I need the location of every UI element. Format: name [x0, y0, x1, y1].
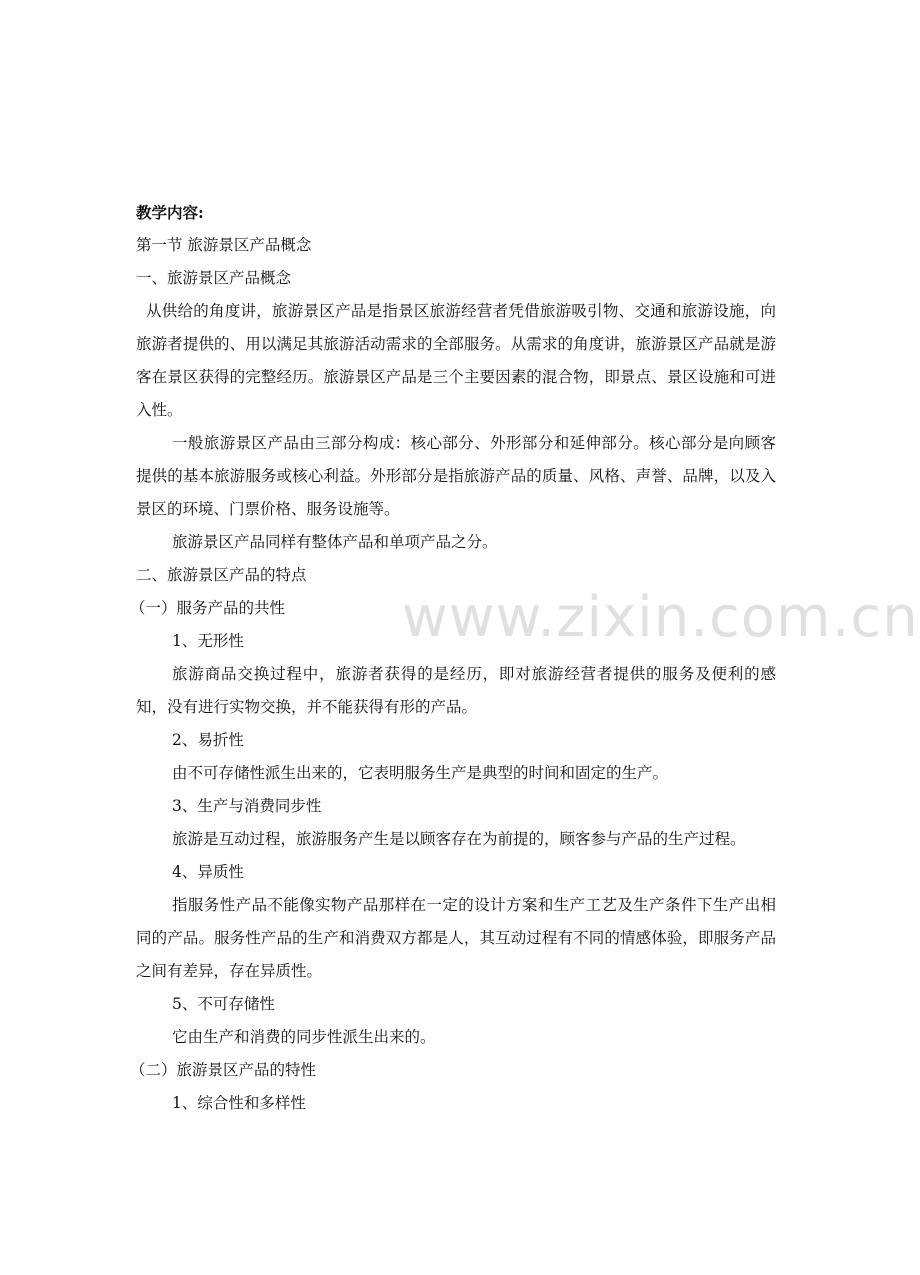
- paragraph-6: 旅游是互动过程，旅游服务产生是以顾客存在为前提的，顾客参与产品的生产过程。: [172, 830, 746, 848]
- item-5: 5、不可存储性: [172, 995, 275, 1013]
- document-body: [130, 196, 776, 1120]
- subheading-1: （一）服务产品的共性: [130, 599, 286, 617]
- paragraph-5: 由不可存储性派生出来的，它表明服务生产是典型的时间和固定的生产。: [172, 764, 669, 782]
- item-6: 1、综合性和多样性: [172, 1094, 306, 1112]
- subheading-2: （二）旅游景区产品的特性: [130, 1061, 317, 1079]
- content-heading: 教学内容:: [136, 203, 204, 222]
- paragraph-1: 从供给的角度讲，旅游景区产品是指景区旅游经营者凭借旅游吸引物、交通和旅游设施，向旅游者提供的、用以满足其旅游活动需求的全部服务。从需求的角度讲，旅游景区产品就是游客在景区获得的完整经历。旅游景区产品是三个主要因素的混合物，即景点、景区设施和可进入性。: [136, 302, 776, 419]
- item-2: 2、易折性: [172, 731, 244, 749]
- heading-1: 一、旅游景区产品概念: [136, 269, 292, 287]
- item-1: 1、无形性: [172, 632, 244, 650]
- paragraph-8: 它由生产和消费的同步性派生出来的。: [172, 1028, 436, 1046]
- item-4: 4、异质性: [172, 863, 244, 881]
- item-3: 3、生产与消费同步性: [172, 797, 322, 815]
- watermark: www.zixin.com.cn: [402, 585, 919, 650]
- paragraph-7: 指服务性产品不能像实物产品那样在一定的设计方案和生产工艺及生产条件下生产出相同的产品。服务性产品的生产和消费双方都是人，其互动过程有不同的情感体验，即服务产品之间有差异，存在异质性。: [136, 896, 776, 980]
- section-title: 第一节 旅游景区产品概念: [136, 236, 312, 254]
- paragraph-4: 旅游商品交换过程中，旅游者获得的是经历，即对旅游经营者提供的服务及便利的感知，没有进行实物交换，并不能获得有形的产品。: [136, 665, 776, 716]
- paragraph-3: 旅游景区产品同样有整体产品和单项产品之分。: [172, 533, 498, 551]
- heading-2: 二、旅游景区产品的特点: [136, 566, 307, 584]
- paragraph-2: 一般旅游景区产品由三部分构成：核心部分、外形部分和延伸部分。核心部分是向顾客提供的基本旅游服务或核心利益。外形部分是指旅游产品的质量、风格、声誉、品牌，以及入景区的环境、门票价格、服务设施等。: [136, 434, 776, 518]
